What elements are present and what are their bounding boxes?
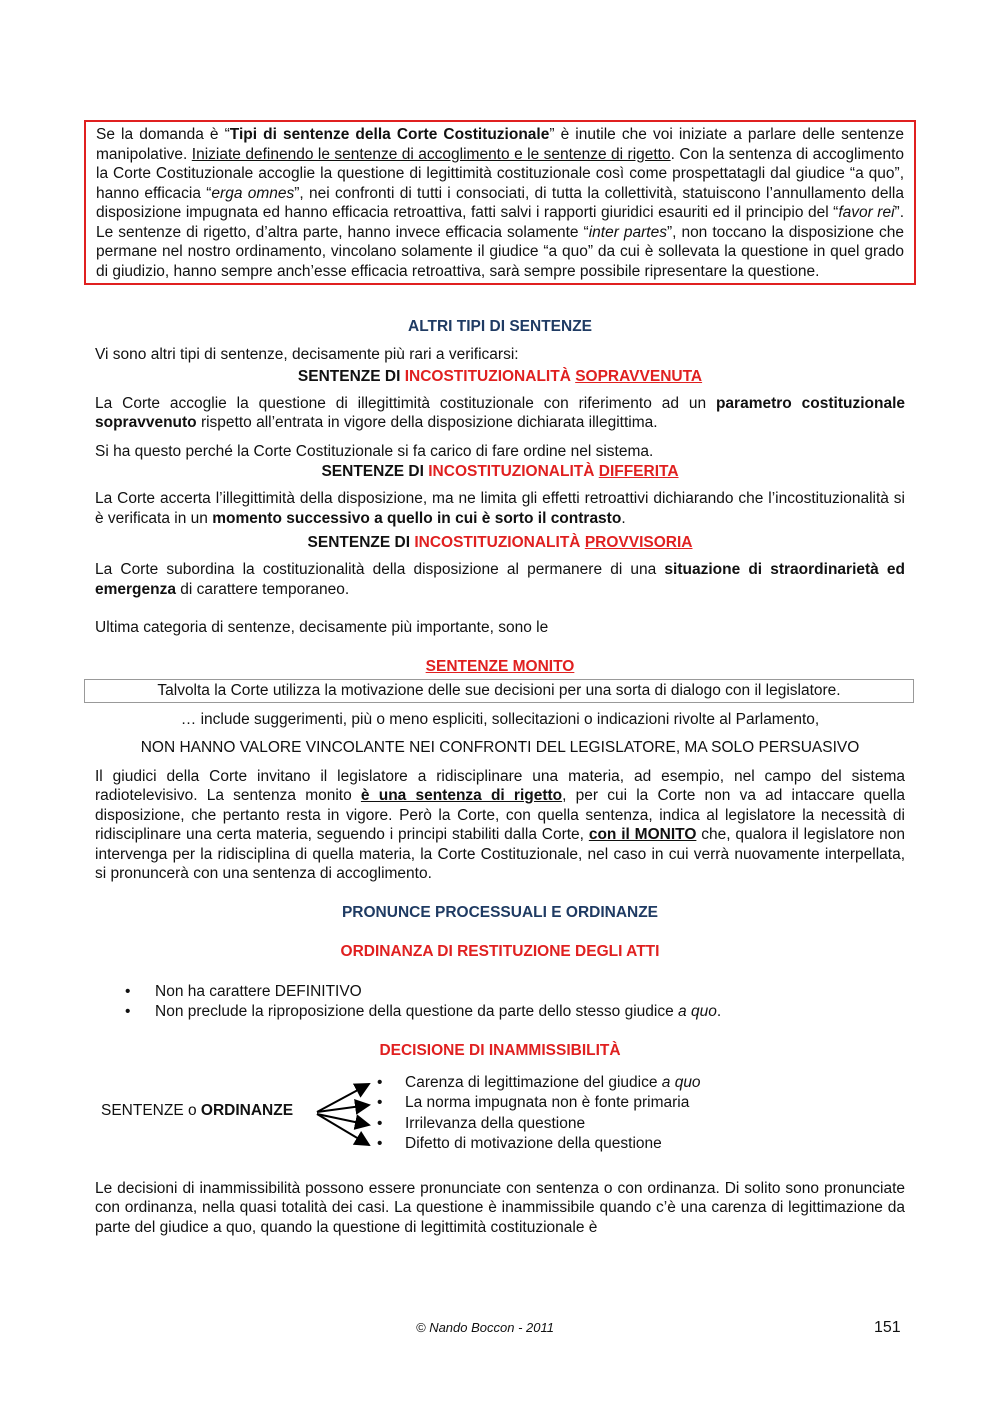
italic-text: favor rei — [838, 204, 895, 221]
differita-paragraph — [95, 489, 905, 528]
text: ”, nei confronti di tutti i consociati, di tutta la collettività, statuiscono l’annullamento della disposizione impugnata ed hanno efficacia retroattiva, fatti salvi i rapporti giuridici esauriti ed il principio del “ — [96, 184, 904, 221]
heading-underline: PROVVISORIA — [584, 534, 693, 551]
bold-underlined-text: con il MONITO — [588, 826, 697, 843]
page-content — [95, 120, 905, 1237]
sopravvenuta-paragraph — [95, 394, 905, 433]
text: Il giudici della Corte invitano il legislatore a ridisciplinare una materia, ad esempio, nel campo del sistema radiotelevisivo. La sentenza monito — [95, 767, 905, 804]
heading-differita — [95, 462, 905, 482]
arrows-icon — [313, 1079, 377, 1149]
heading-red: INCOSTITUZIONALITÀ — [428, 463, 595, 480]
text: che, qualora il legislatore non intervenga per la ridisciplina di quella materia, la Corte Costituzionale, nel caso in cui verrà nuovamente interpellata, si pronuncerà con una sentenza di accoglimento. — [95, 826, 905, 882]
inammissibilita-paragraph: Le decisioni di inammissibilità possono essere pronunciate con sentenza o con ordinanza. Di solito sono pronunciate con ordinanza, nella quasi totalità dei casi. La questione è inammissibile quando c’è una carenza di legittimazione da parte del giudice a quo, quando la questione di legittimità costituzionale è — [95, 1179, 905, 1236]
heading-provvisoria — [95, 533, 905, 553]
text: . — [716, 1002, 722, 1020]
text: La Corte accoglie la questione di illegittimità costituzionale con riferimento ad un — [95, 394, 716, 412]
heading-red: INCOSTITUZIONALITÀ — [404, 367, 571, 385]
monito-box: Talvolta la Corte utilizza la motivazione delle sue decisioni per una sorta di dialogo con il legislatore. — [84, 679, 914, 703]
intro-box — [84, 120, 916, 285]
italic-text: inter partes — [588, 223, 667, 241]
text: . Con la sentenza di accoglimento la Corte Costituzionale accoglie la questione di legittimità costituzionale così come prospettatagli dal giudice “a quo”, hanno efficacia “ — [96, 145, 904, 202]
text: . — [621, 509, 626, 527]
list-item: • Difetto di motivazione della questione — [375, 1134, 701, 1155]
heading-pronunce: PRONUNCE PROCESSUALI E ORDINANZE — [341, 903, 659, 921]
heading-red: INCOSTITUZIONALITÀ — [414, 534, 581, 551]
italic-text: a quo — [661, 1073, 701, 1091]
heading-altri-tipi: ALTRI TIPI DI SENTENZE — [408, 318, 592, 335]
text: Se la domanda è “ — [96, 126, 230, 143]
text: ”. Le sentenze di rigetto, d’altra parte, hanno invece efficacia solamente “ — [96, 204, 904, 241]
intro-paragraph — [96, 125, 904, 281]
italic-text: erga omnes — [211, 184, 295, 202]
heading-prefix: SENTENZE DI — [307, 534, 415, 551]
provvisoria-paragraph — [95, 560, 905, 599]
altri-intro: Vi sono altri tipi di sentenze, decisamente più rari a verificarsi: — [95, 346, 519, 363]
heading-monito: SENTENZE MONITO — [425, 657, 575, 675]
heading-underline: SOPRAVVENUTA — [575, 367, 703, 385]
text: SENTENZE o — [101, 1101, 201, 1119]
bold-text: situazione di straordinarietà ed emergenza — [95, 561, 905, 598]
restituzione-list — [95, 982, 905, 1022]
heading-sopravvenuta — [95, 367, 905, 387]
text: di carattere temporaneo. — [175, 580, 350, 598]
sopravvenuta-note: Si ha questo perché la Corte Costituzionale si fa carico di fare ordine nel sistema. — [95, 442, 654, 460]
heading-inammissibilita: DECISIONE DI INAMMISSIBILITÀ — [379, 1041, 621, 1059]
text: Carenza di legittimazione del giudice — [405, 1073, 662, 1091]
inammissibilita-list — [375, 1073, 701, 1155]
bold-underlined-text: è una sentenza di rigetto — [360, 787, 563, 804]
list-item: • Non ha carattere DEFINITIVO — [95, 982, 905, 1002]
inammissibilita-diagram — [95, 1073, 905, 1157]
text: , per cui la Corte non va ad intaccare quella disposizione, che pertanto resta in vigore. Però la Corte, con quella sentenza, indica al legislatore la necessità di ridisciplinare una certa materia, seguendo i principi stabiliti dalla Corte, — [95, 787, 906, 843]
text: La Corte accerta l’illegittimità della disposizione, ma ne limita gli effetti retroattivi dichiarando che l’incostituzionalità si è verificata in un — [95, 490, 905, 527]
list-item: • Irrilevanza della questione — [375, 1114, 701, 1135]
diagram-label — [101, 1101, 293, 1121]
heading-prefix: SENTENZE DI — [321, 463, 429, 480]
italic-text: a quo — [678, 1002, 717, 1020]
text: ”, non toccano la disposizione che permane nel nostro ordinamento, vincolano solamente il giudice “a quo” da cui è sollevata la questione in quel grado di giudizio, hanno sempre anch’esse efficacia retroattiva, sarà sempre possibile ripresentare la questione. — [96, 223, 904, 280]
heading-prefix: SENTENZE DI — [297, 367, 405, 385]
ultima-categoria: Ultima categoria di sentenze, decisamente più importante, sono le — [95, 619, 549, 636]
bold-text: ORDINANZE — [200, 1101, 294, 1119]
text: rispetto all’entrata in vigore della disposizione dichiarata illegittima. — [196, 414, 658, 431]
bold-text: Tipi di sentenze della Corte Costituzionale — [229, 126, 550, 143]
bold-text: parametro costituzionale sopravvenuto — [95, 394, 905, 431]
text: Non preclude la riproposizione della questione da parte dello stesso giudice — [155, 1002, 679, 1020]
bold-text: momento successivo a quello in cui è sorto il contrasto — [212, 509, 622, 527]
underlined-text: Iniziate definendo le sentenze di accoglimento e le sentenze di rigetto — [191, 145, 671, 163]
list-item — [95, 1002, 905, 1022]
page-number: 151 — [874, 1319, 901, 1336]
list-item: • La norma impugnata non è fonte primaria — [375, 1093, 701, 1114]
heading-restituzione: ORDINANZA DI RESTITUZIONE DEGLI ATTI — [340, 942, 660, 960]
heading-underline: DIFFERITA — [598, 463, 679, 480]
monito-paragraph — [95, 767, 905, 884]
list-item — [375, 1073, 701, 1094]
monito-caps-line: NON HANNO VALORE VINCOLANTE NEI CONFRONTI DEL LEGISLATORE, MA SOLO PERSUASIVO — [140, 739, 860, 756]
text: La Corte subordina la costituzionalità della disposizione al permanere di una — [95, 561, 665, 578]
monito-line: … include suggerimenti, più o meno espliciti, sollecitazioni o indicazioni rivolte al Parlamento, — [180, 710, 820, 728]
text: ” è inutile che voi iniziate a parlare delle sentenze manipolative. — [96, 126, 904, 163]
footer-copyright: © Nando Boccon - 2011 — [416, 1320, 554, 1335]
